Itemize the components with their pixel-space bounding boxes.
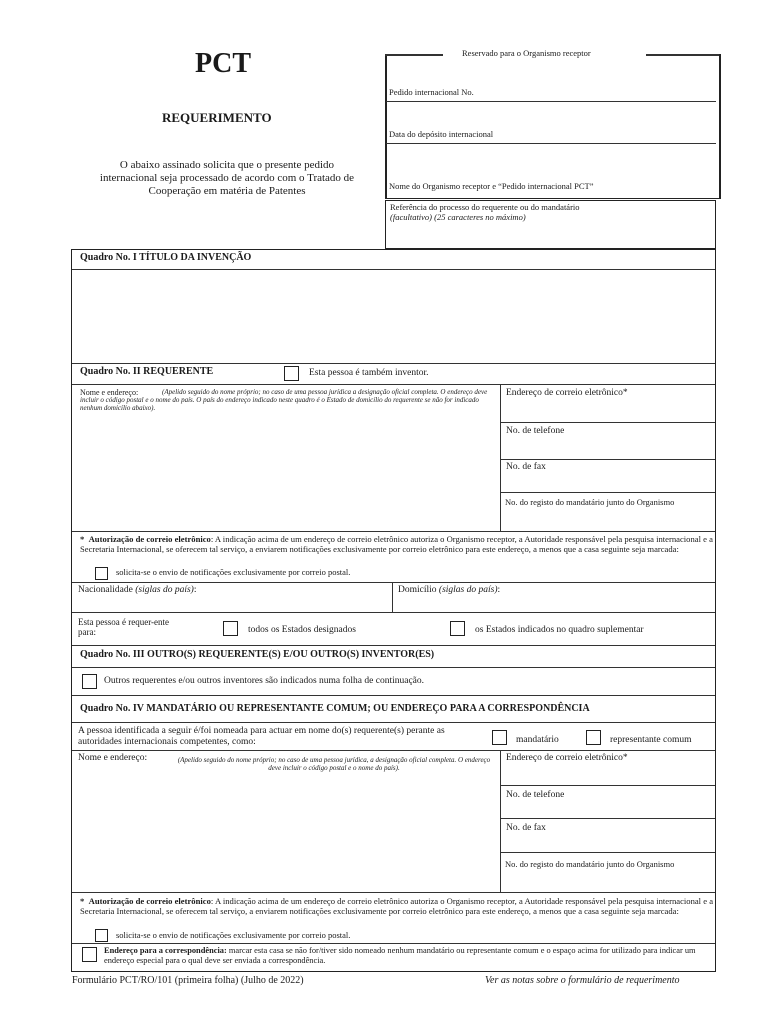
form-id: Formulário PCT/RO/101 (primeira folha) (Julho de 2022): [72, 975, 304, 986]
common-rep-label: representante comum: [610, 735, 692, 745]
also-inventor-checkbox[interactable]: [284, 366, 299, 381]
agent-postal-only-label: solicita-se o envio de notificações exclusivamente por correio postal.: [116, 930, 351, 940]
correspondence-address-text: Endereço para a correspondência: marcar esta casa se não for/tiver sido nomeado nenhum mandatário ou representante comum e o espaço acima for utilizado para indicar um endereço especial para o qual deve ser enviada a correspondência.: [104, 946, 696, 965]
box2-title: Quadro No. II REQUERENTE: [80, 366, 214, 377]
all-states-label: todos os Estados designados: [248, 625, 356, 635]
receiving-office-heading: Reservado para o Organismo receptor: [462, 48, 591, 58]
continuation-sheet-label: Outros requerentes e/ou outros inventores são indicados numa folha de continuação.: [104, 676, 425, 686]
applicant-agent-reg-label: No. do registo do mandatário junto do Organismo: [505, 497, 675, 507]
agent-postal-only-checkbox[interactable]: [95, 929, 108, 942]
intro-text: O abaixo assinado solicita que o presente pedido internacional seja processado de acordo com o Tratado de Cooperação em matéria de Patentes: [99, 159, 355, 197]
form-subtitle: REQUERIMENTO: [162, 110, 272, 125]
correspondence-address-checkbox[interactable]: [82, 947, 97, 962]
agent-checkbox[interactable]: [492, 730, 507, 745]
common-rep-checkbox[interactable]: [586, 730, 601, 745]
applicant-for-label: Esta pessoa é requer-ente para:: [78, 617, 170, 637]
reference-label: Referência do processo do requerente ou do mandatário: [390, 202, 580, 212]
agent-name-label: Nome e endereço:: [78, 753, 148, 763]
box3-title: Quadro No. III OUTRO(S) REQUERENTE(S) E/OU OUTRO(S) INVENTOR(ES): [80, 649, 435, 660]
supplemental-states-checkbox[interactable]: [450, 621, 465, 636]
applicant-name-hint: (Apelido seguido do nome próprio; no caso de uma pessoa jurídica a designação oficial completa. O endereço deve incluir o código postal e o nome do país. O país do endereço indicado neste quadro é o Estado de domicílio do requerente se não for indicado nenhum domicílio abaixo).: [80, 388, 488, 412]
agent-email-label: Endereço de correio eletrônico*: [506, 753, 628, 763]
continuation-sheet-checkbox[interactable]: [82, 674, 97, 689]
agent-intro-text: A pessoa identificada a seguir é/foi nomeada para actuar em nome do(s) requerente(s) perante as autoridades internacionais competentes, como:: [78, 726, 445, 747]
applicant-email-label: Endereço de correio eletrônico*: [506, 388, 628, 398]
form-title: PCT: [195, 48, 251, 79]
reference-hint: (facultativo) (25 caracteres no máximo): [390, 212, 526, 222]
box1-title: Quadro No. I TÍTULO DA INVENÇÃO: [80, 252, 252, 263]
intl-application-no-label: Pedido internacional No.: [389, 87, 474, 97]
all-states-checkbox[interactable]: [223, 621, 238, 636]
applicant-postal-only-label: solicita-se o envio de notificações exclusivamente por correio postal.: [116, 567, 351, 577]
applicant-phone-label: No. de telefone: [506, 426, 565, 436]
applicant-fax-label: No. de fax: [506, 462, 546, 472]
applicant-name-field[interactable]: [72, 420, 500, 531]
agent-fax-label: No. de fax: [506, 823, 546, 833]
applicant-email-auth: * Autorização de correio eletrônico: A indicação acima de um endereço de correio eletrônico autoriza o Organismo receptor, a Autoridade responsável pela pesquisa internacional e a Secretaria Internacional, se oferecem tal serviço, a enviarem notificações exclusivamente por correio eletrônico para este endereço, a menos que a casa seguinte seja marcada:: [80, 534, 713, 554]
nationality-label: Nacionalidade (siglas do país):: [78, 585, 197, 595]
agent-agent-reg-label: No. do registo do mandatário junto do Organismo: [505, 859, 675, 869]
applicant-name-label: Nome e endereço:: [80, 388, 139, 397]
filing-date-label: Data do depósito internacional: [389, 129, 494, 139]
agent-phone-label: No. de telefone: [506, 790, 565, 800]
applicant-postal-only-checkbox[interactable]: [95, 567, 108, 580]
agent-email-auth: * Autorização de correio eletrônico: A indicação acima de um endereço de correio eletrônico autoriza o Organismo receptor, a Autoridade responsável pela pesquisa internacional e a Secretaria Internacional, se oferecem tal serviço, a enviarem notificações exclusivamente por correio eletrônico para este endereço, a menos que a casa seguinte seja marcada:: [80, 896, 714, 916]
agent-label: mandatário: [516, 735, 559, 745]
box4-title: Quadro No. IV MANDATÁRIO OU REPRESENTANTE COMUM; OU ENDEREÇO PARA A CORRESPONDÊNCIA: [80, 703, 590, 714]
agent-name-hint: (Apelido seguido do nome próprio; no caso de uma pessoa jurídica, a designação oficial completa. O endereço deve incluir o código postal e o nome do país).: [177, 756, 491, 772]
agent-name-field[interactable]: [72, 778, 500, 892]
receiving-office-name-label: Nome do Organismo receptor e “Pedido internacional PCT”: [389, 181, 594, 191]
invention-title-field[interactable]: [72, 270, 715, 363]
also-inventor-label: Esta pessoa é também inventor.: [309, 368, 429, 378]
supplemental-states-label: os Estados indicados no quadro suplementar: [475, 625, 644, 635]
domicile-label: Domicílio (siglas do país):: [398, 585, 501, 595]
receiving-office-box: [385, 54, 721, 199]
form-notes: Ver as notas sobre o formulário de requerimento: [485, 975, 680, 986]
